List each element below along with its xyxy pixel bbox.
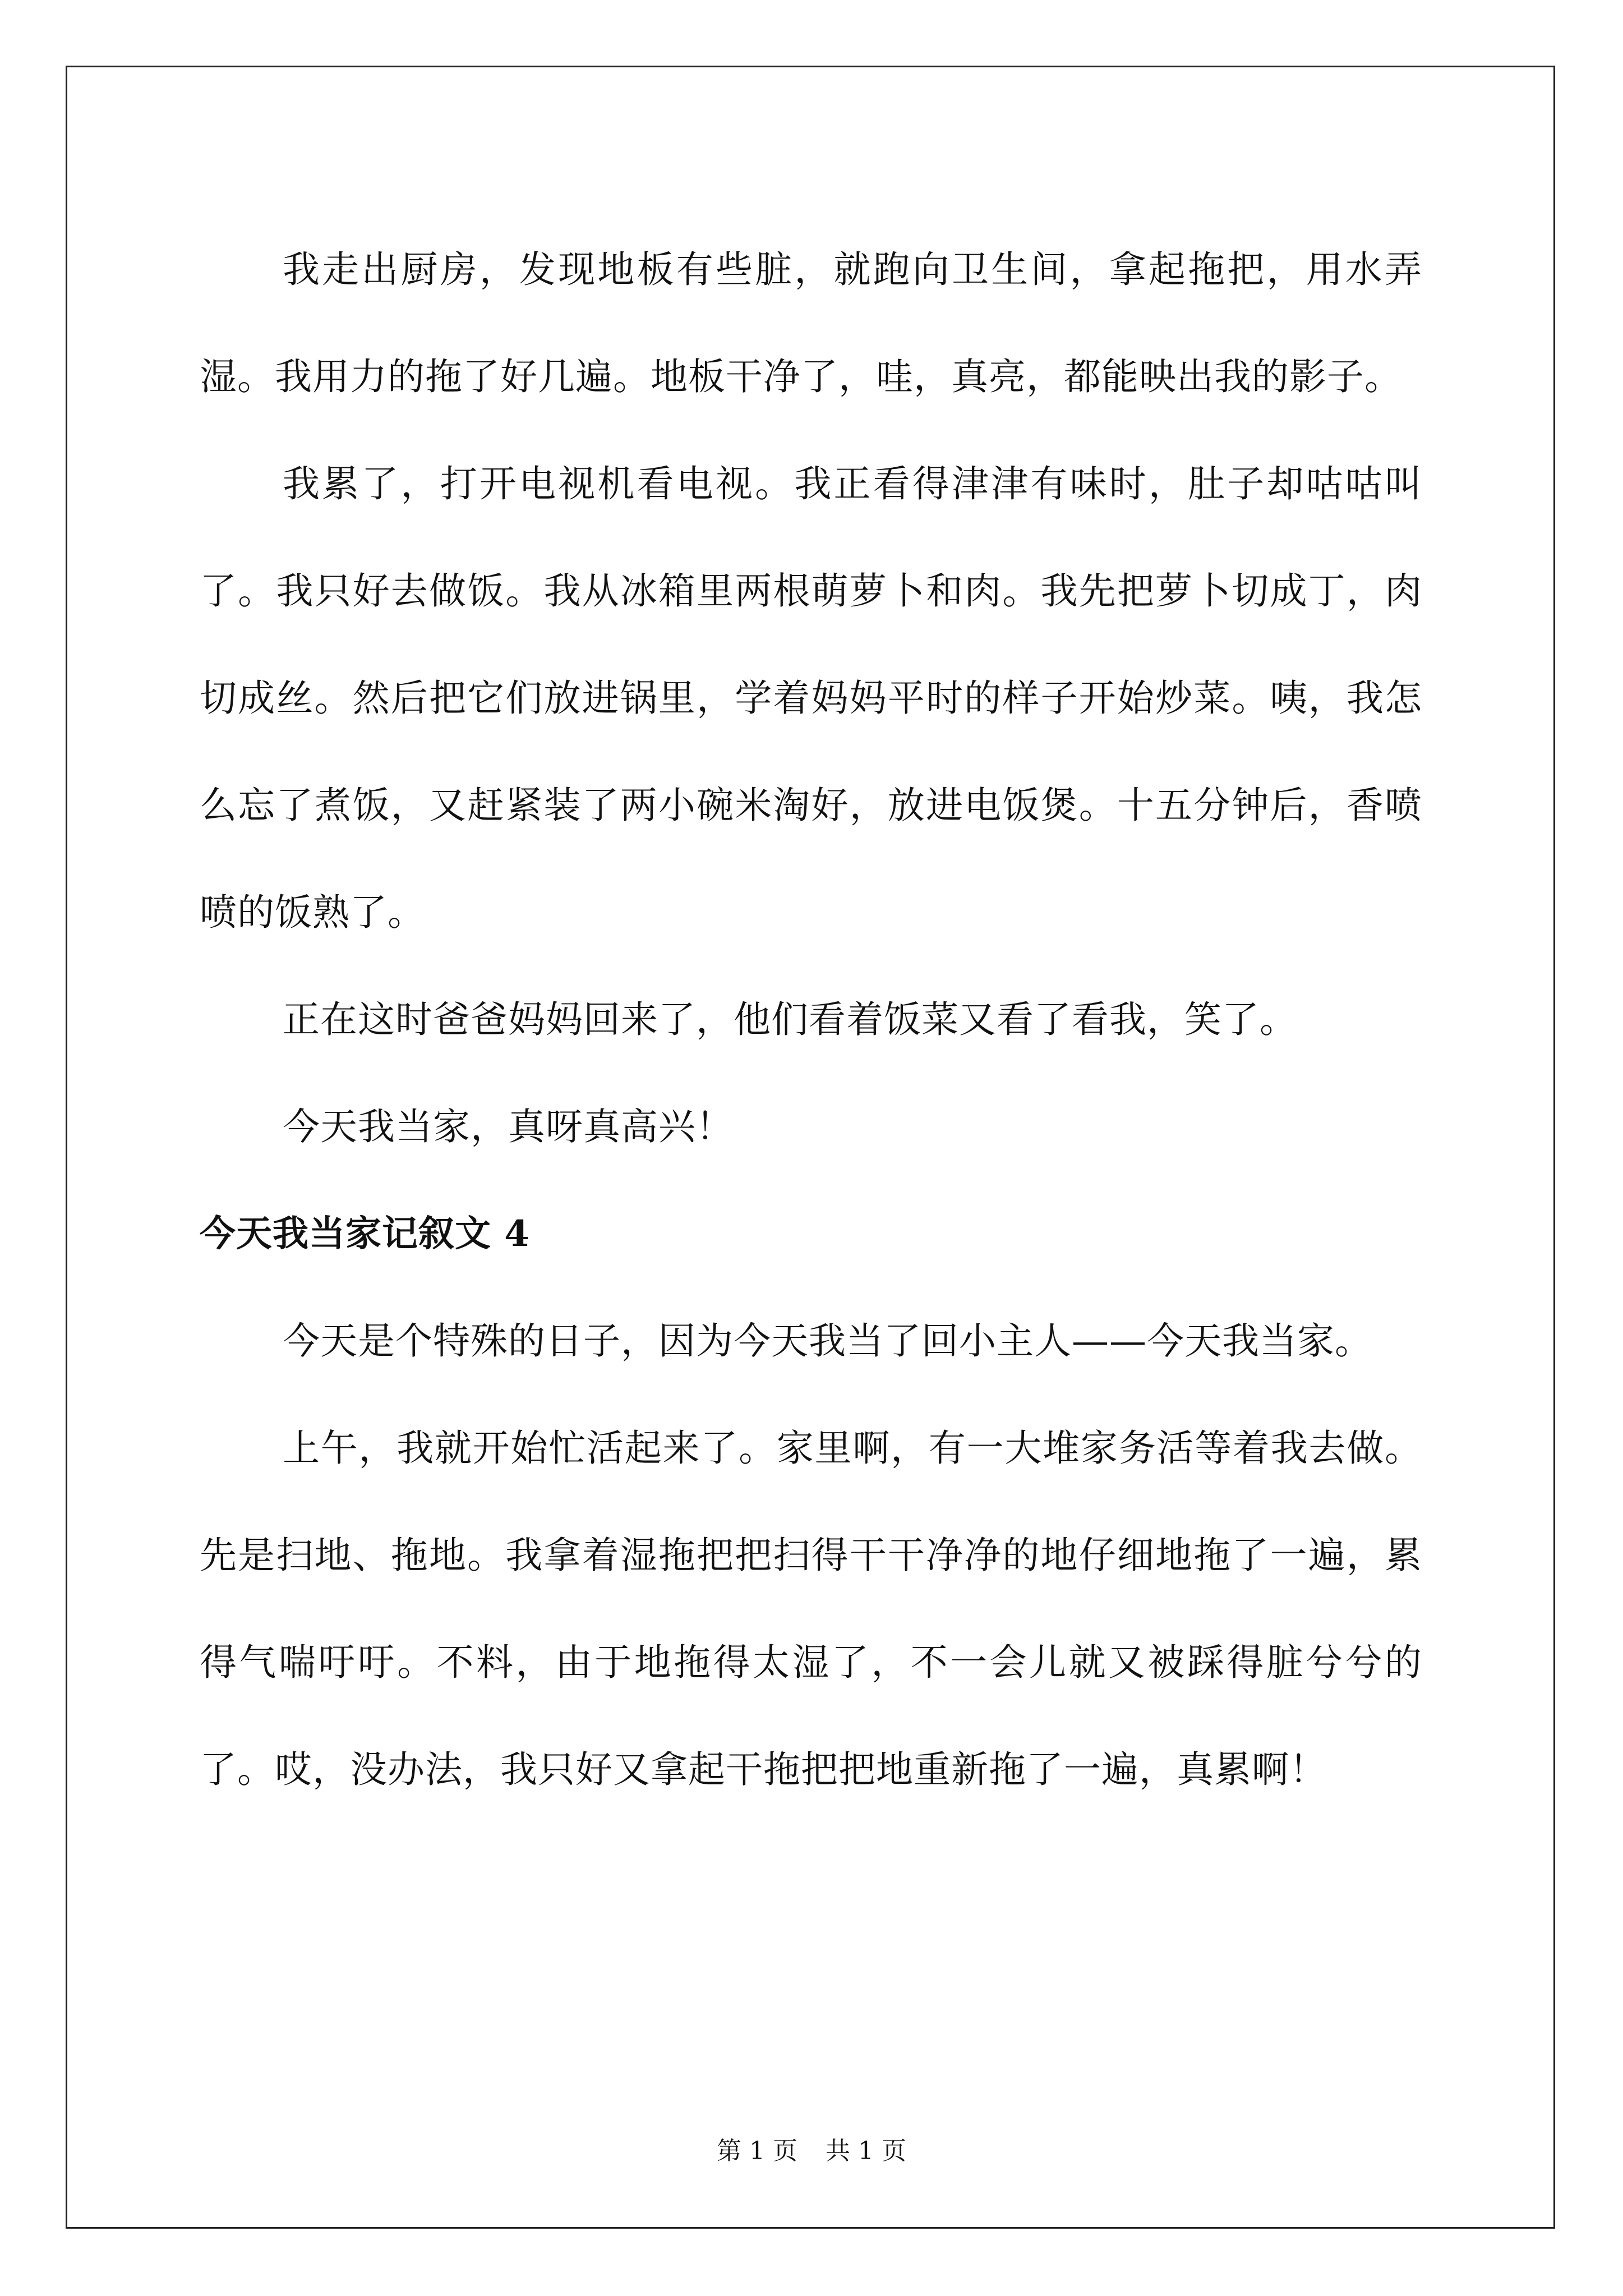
paragraph-6: 上午，我就开始忙活起来了。家里啊，有一大堆家务活等着我去做。先是扫地、拖地。我拿着湿拖把把扫得干干净净的地仔细地拖了一遍，累得气喘吁吁。不料，由于地拖得太湿了，不一会儿就又被踩得脏兮兮的了。哎，没办法，我只好又拿起干拖把把地重新拖了一遍，真累啊！: [200, 1427, 1422, 1791]
section-heading: 今天我当家记叙文 4: [200, 1213, 530, 1255]
page-footer: [0, 2134, 1623, 2168]
page-number-current: 第 1 页: [717, 2137, 797, 2165]
document-body: [200, 216, 1422, 1823]
paragraph-5: 今天是个特殊的日子，因为今天我当了回小主人——今天我当家。: [283, 1319, 1372, 1363]
paragraph-1: 我走出厨房，发现地板有些脏，就跑向卫生间，拿起拖把，用水弄湿。我用力的拖了好几遍。地板干净了，哇，真亮，都能映出我的影子。: [200, 248, 1422, 398]
paragraph-4: 今天我当家，真呀真高兴！: [283, 1105, 734, 1148]
paragraph-3: 正在这时爸爸妈妈回来了，他们看着饭菜又看了看我，笑了。: [283, 998, 1297, 1041]
page-number-total: 共 1 页: [826, 2137, 906, 2165]
paragraph-2: 我累了，打开电视机看电视。我正看得津津有味时，肚子却咕咕叫了。我只好去做饭。我从冰箱里两根萌萝卜和肉。我先把萝卜切成丁，肉切成丝。然后把它们放进锅里，学着妈妈平时的样子开始炒菜。咦，我怎么忘了煮饭，又赶紧装了两小碗米淘好，放进电饭煲。十五分钟后，香喷喷的饭熟了。: [200, 462, 1422, 934]
